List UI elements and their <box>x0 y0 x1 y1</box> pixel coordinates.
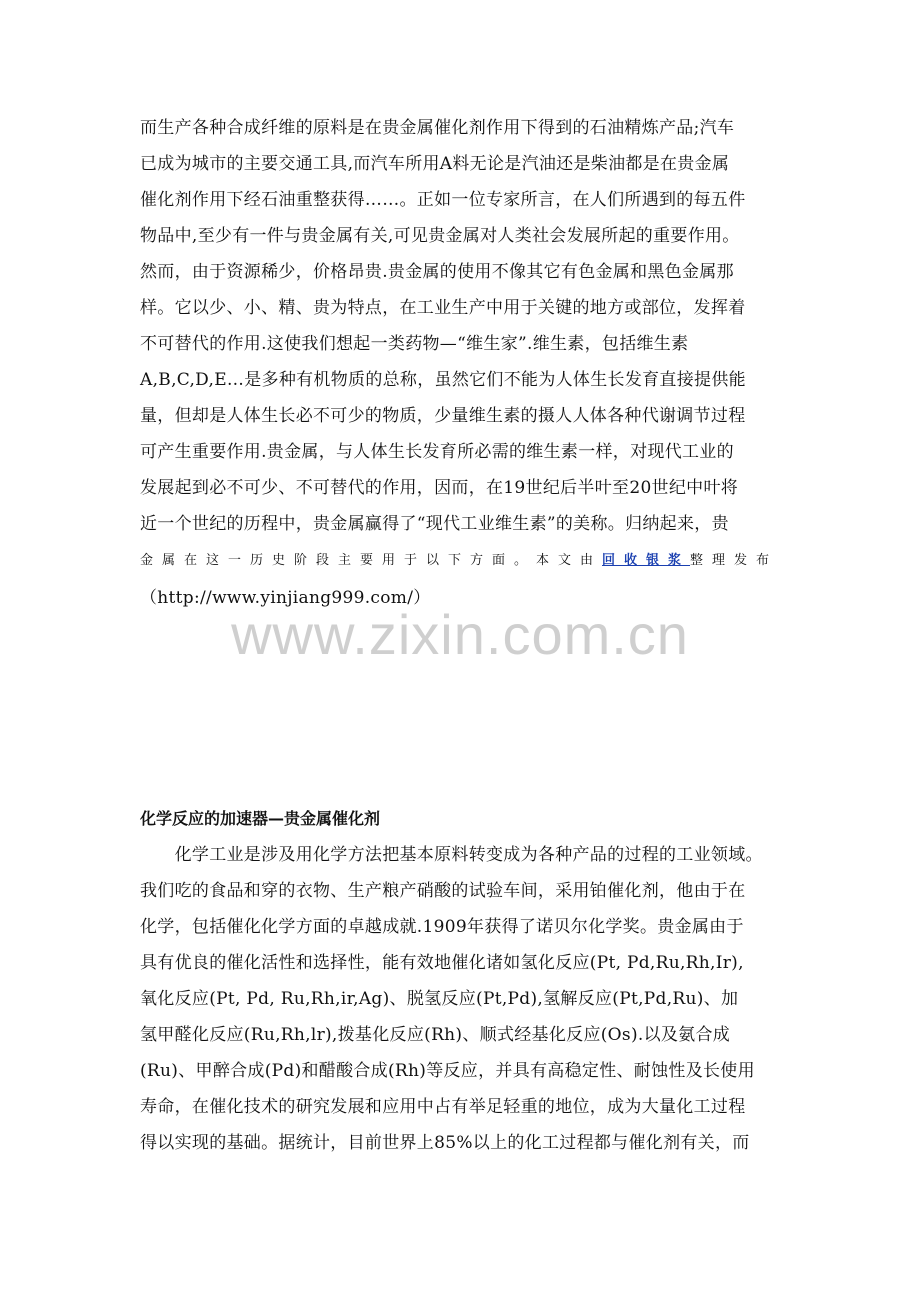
line-prefix-text: 金属在这一历史阶段主要用于以下方面。本文由 <box>140 553 603 568</box>
paragraph-line: 然而，由于资源稀少，价格昂贵.贵金属的使用不像其它有色金属和黑色金属那 <box>140 262 734 282</box>
paragraph-line: 得以实现的基础。据统计，目前世界上85%以上的化工过程都与催化剂有关，而 <box>140 1133 750 1153</box>
recycle-silver-paste-link[interactable]: 回收银浆 <box>602 553 691 568</box>
paragraph-line: 我们吃的食品和穿的衣物、生产粮产硝酸的试验车间，采用铂催化剂，他由于在 <box>140 881 746 901</box>
paragraph-line: A,B,C,D,E…是多种有机物质的总称，虽然它们不能为人体生长发育直接提供能 <box>140 370 746 390</box>
paragraph-line: 具有优良的催化活性和选择性，能有效地催化诸如氢化反应(Pt, Pd,Ru,Rh,Ir), <box>140 953 744 973</box>
paragraph-line: 氧化反应(Pt, Pd, Ru,Rh,ir,Ag)、脱氢反应(Pt,Pd),氢解反应(Pt,Pd,Ru)、加 <box>140 989 739 1009</box>
paragraph-line-with-link <box>140 551 778 571</box>
paragraph-line: 物品中,至少有一件与贵金属有关,可见贵金属对人类社会发展所起的重要作用。 <box>140 226 740 246</box>
paragraph-line: 寿命，在催化技术的研究发展和应用中占有举足轻重的地位，成为大量化工过程 <box>140 1097 746 1117</box>
source-url-text: （http://www.yinjiang999.com/） <box>140 588 431 608</box>
paragraph-line: 化学工业是涉及用化学方法把基本原料转变成为各种产品的过程的工业领域。 <box>140 845 763 865</box>
paragraph-line: (Ru)、甲醉合成(Pd)和醋酸合成(Rh)等反应，并具有高稳定性、耐蚀性及长使用 <box>140 1061 755 1081</box>
paragraph-line: 不可替代的作用.这使我们想起一类药物—“维生家”.维生素，包括维生素 <box>140 334 689 354</box>
paragraph-line: 量，但却是人体生长必不可少的物质，少量维生素的摄人人体各种代谢调节过程 <box>140 406 746 426</box>
paragraph-line: 样。它以少、小、精、贵为特点，在工业生产中用于关键的地方或部位，发挥着 <box>140 298 746 318</box>
paragraph-line: 已成为城市的主要交通工具,而汽车所用A料无论是汽油还是柴油都是在贵金属 <box>140 154 730 174</box>
paragraph-line: 而生产各种合成纤维的原料是在贵金属催化剂作用下得到的石油精炼产品;汽车 <box>140 118 735 138</box>
watermark: www.zixin.com.cn <box>231 603 689 666</box>
paragraph-line: 催化剂作用下经石油重整获得……。正如一位专家所言，在人们所遇到的每五件 <box>140 190 746 210</box>
paragraph-line: 近一个世纪的历程中，贵金属赢得了“现代工业维生素”的美称。归纳起来，贵 <box>140 514 729 534</box>
section-heading: 化学反应的加速器—贵金属催化剂 <box>140 809 381 828</box>
paragraph-line: 化学，包括催化化学方面的卓越成就.1909年获得了诺贝尔化学奖。贵金属由于 <box>140 917 744 937</box>
line-suffix-text: 整理发布 <box>690 553 779 568</box>
paragraph-line: 氢甲醛化反应(Ru,Rh,lr),拨基化反应(Rh)、顺式经基化反应(Os).以及氨合成 <box>140 1025 731 1045</box>
paragraph-line: 发展起到必不可少、不可替代的作用，因而，在19世纪后半叶至20世纪中叶将 <box>140 478 739 498</box>
paragraph-line: 可产生重要作用.贵金属，与人体生长发育所必需的维生素一样，对现代工业的 <box>140 442 734 462</box>
